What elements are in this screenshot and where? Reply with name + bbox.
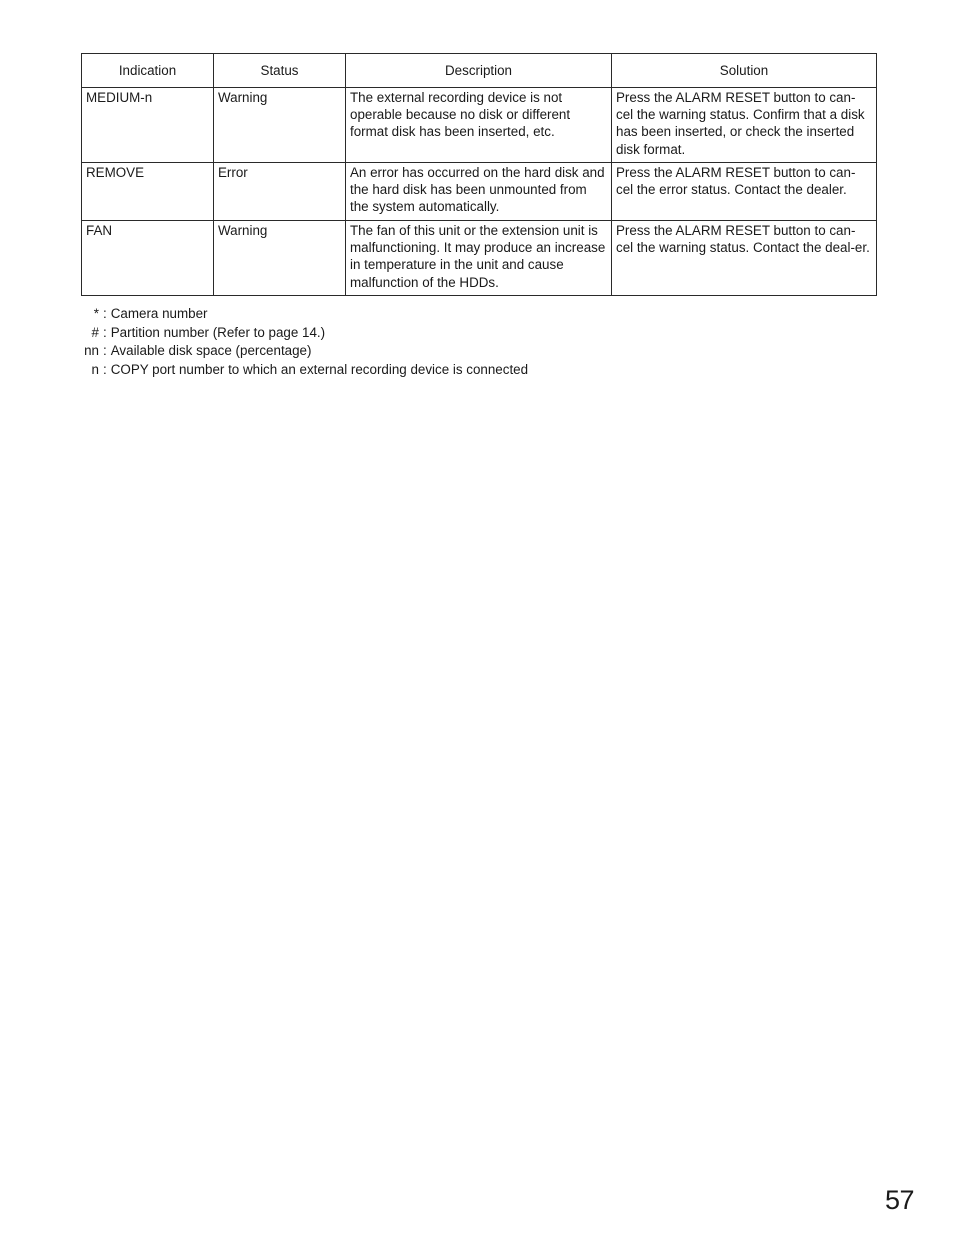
footnote-text: Partition number (Refer to page 14.) [110, 324, 326, 340]
status-indication-table-container [81, 53, 876, 296]
header-indication: Indication [82, 54, 214, 88]
footnote-text: COPY port number to which an external recording device is connected [110, 362, 529, 378]
footnote-separator: : [103, 306, 107, 321]
cell-status: Warning [214, 221, 346, 296]
table-row [82, 221, 877, 296]
cell-description: The external recording device is not operable because no disk or different format disk has been inserted, etc. [346, 88, 612, 163]
footnote-separator: : [103, 362, 107, 378]
footnote-text: Available disk space (percentage) [110, 343, 312, 359]
cell-solution: Press the ALARM RESET button to can-cel the error status. Contact the dealer. [612, 163, 877, 221]
table-row [82, 88, 877, 163]
page-number: 57 [884, 1185, 914, 1215]
status-indication-table [81, 53, 877, 296]
cell-indication: FAN [82, 221, 214, 296]
cell-description: An error has occurred on the hard disk and the hard disk has been unmounted from the system automatically. [346, 163, 612, 221]
footnote-symbol: # [91, 324, 99, 340]
table-row [82, 163, 877, 221]
footnote-separator: : [103, 324, 107, 340]
footnote-text: Camera number [110, 306, 208, 321]
footnotes [81, 305, 528, 380]
cell-description: The fan of this unit or the extension unit is malfunctioning. It may produce an increase in temperature in the unit and cause malfunction of the HDDs. [346, 221, 612, 296]
footnote-item [81, 324, 528, 343]
header-description: Description [346, 54, 612, 88]
cell-solution: Press the ALARM RESET button to can-cel the warning status. Confirm that a disk has been inserted, or check the inserted disk format. [612, 88, 877, 163]
cell-indication: MEDIUM-n [82, 88, 214, 163]
footnote-symbol: nn [84, 343, 99, 359]
cell-status: Error [214, 163, 346, 221]
cell-indication: REMOVE [82, 163, 214, 221]
footnote-symbol: n [91, 362, 99, 378]
footnote-item [81, 361, 528, 380]
cell-solution: Press the ALARM RESET button to can-cel the warning status. Contact the deal-er. [612, 221, 877, 296]
footnote-item [81, 305, 528, 324]
header-status: Status [214, 54, 346, 88]
table-header-row [82, 54, 877, 88]
footnote-symbol: * [93, 306, 99, 321]
footnote-separator: : [103, 343, 107, 359]
header-solution: Solution [612, 54, 877, 88]
footnote-item [81, 342, 528, 361]
cell-status: Warning [214, 88, 346, 163]
